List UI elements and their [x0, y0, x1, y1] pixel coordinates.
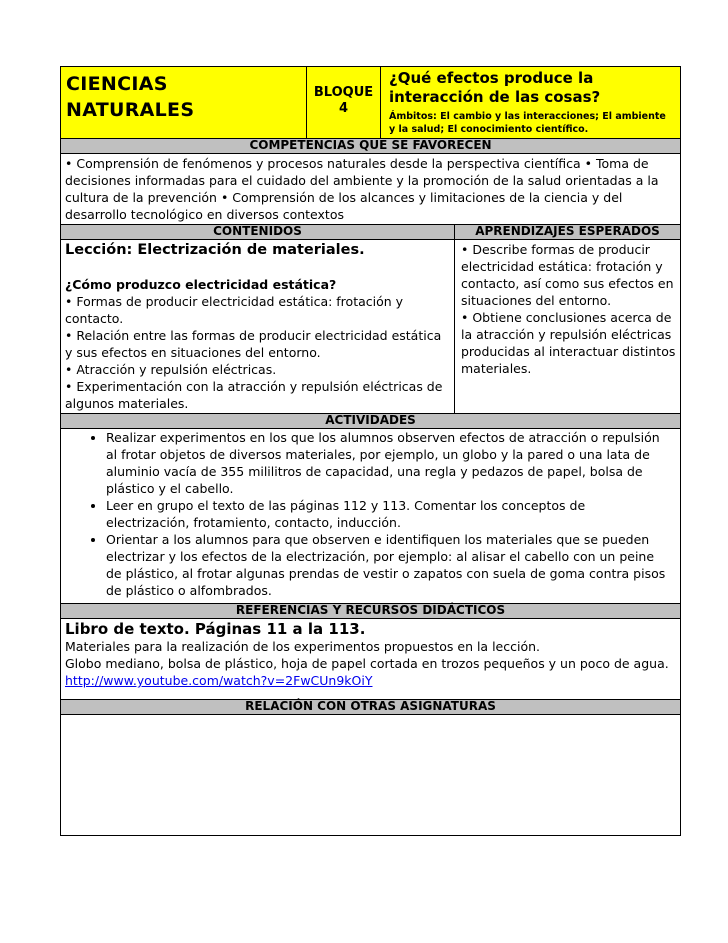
header-row — [61, 67, 681, 139]
subject-line-2: NATURALES — [66, 99, 195, 121]
bloque-cell — [307, 67, 381, 139]
contenidos-item: • Relación entre las formas de producir electricidad estática y sus efectos en situaciones del entorno. — [65, 328, 442, 360]
bloque-label: BLOQUE — [313, 85, 374, 100]
referencias-row — [61, 619, 681, 700]
competencias-text: • Comprensión de fenómenos y procesos naturales desde la perspectiva científica • Toma de decisiones informadas para el cuidado del ambiente y la promoción de la salud orientadas a la cultura de la prevención • Comprensión de los alcances y limitaciones de la ciencia y del desarrollo tecnológico en diversos contextos — [61, 154, 681, 225]
actividades-row — [61, 429, 681, 604]
actividad-item: • Realizar experimentos en los que los alumnos observen efectos de atracción o repulsión al frotar objetos de diversos materiales, por ejemplo, un globo y la pared o una lata de aluminio vacía de 355 mililitros de capacidad, una regla y pedazos de papel, bolsa de plástico y el cabello. — [106, 429, 680, 497]
header-question: ¿Qué efectos produce la interacción de las cosas? — [389, 69, 601, 106]
bloque-number: 4 — [338, 101, 349, 116]
referencias-cell — [61, 619, 681, 700]
actividad-item: • Leer en grupo el texto de las páginas 112 y 113. Comentar los conceptos de electrización, frotamiento, contacto, inducción. — [106, 497, 680, 531]
aprendizajes-heading: APRENDIZAJES ESPERADOS — [455, 225, 681, 240]
competencias-heading: COMPETENCIAS QUE SE FAVORECEN — [61, 139, 681, 154]
actividades-heading: ACTIVIDADES — [61, 414, 681, 429]
actividades-cell — [61, 429, 681, 604]
referencias-heading-row — [61, 604, 681, 619]
subject-title — [61, 67, 307, 139]
ambitos-text: Ámbitos: El cambio y las interacciones; El ambiente y la salud; El conocimiento científico. — [389, 111, 666, 135]
lesson-plan-table — [60, 66, 681, 836]
relacion-row — [61, 715, 681, 836]
actividad-item: • Orientar a los alumnos para que observen e identifiquen los materiales que se pueden electrizar y los efectos de la electrización, por ejemplo: al alisar el cabello con un peine de plástico, al frotar algunas prendas de vestir o zapatos con suela de goma contra pisos de plástico o alfombrados. — [106, 531, 680, 599]
aprendizajes-cell — [455, 240, 681, 414]
lesson-title: Lección: Electrización de materiales. — [65, 242, 365, 258]
subject-line-1: CIENCIAS — [66, 73, 168, 95]
competencias-row — [61, 154, 681, 225]
contenidos-question: ¿Cómo produzco electricidad estática? — [65, 277, 337, 292]
referencias-line: Materiales para la realización de los experimentos propuestos en la lección. — [65, 639, 540, 654]
contenidos-item: • Experimentación con la atracción y repulsión eléctricas de algunos materiales. — [65, 379, 443, 411]
lesson-plan-sheet — [60, 66, 680, 836]
contenidos-heading-row — [61, 225, 681, 240]
actividades-list — [61, 429, 680, 603]
actividades-heading-row — [61, 414, 681, 429]
youtube-link[interactable]: http://www.youtube.com/watch?v=2FwCUn9kOiY — [65, 673, 373, 688]
referencias-line: Globo mediano, bolsa de plástico, hoja de papel cortada en trozos pequeños y un poco de agua. — [65, 656, 669, 671]
contenidos-row — [61, 240, 681, 414]
relacion-heading-row — [61, 700, 681, 715]
competencias-heading-row — [61, 139, 681, 154]
relacion-cell — [61, 715, 681, 836]
contenidos-heading: CONTENIDOS — [61, 225, 455, 240]
aprendizajes-item: • Obtiene conclusiones acerca de la atracción y repulsión eléctricas producidas al interactuar distintos materiales. — [461, 310, 676, 376]
header-question-cell — [381, 67, 681, 139]
relacion-heading: RELACIÓN CON OTRAS ASIGNATURAS — [61, 700, 681, 715]
referencias-heading: REFERENCIAS Y RECURSOS DIDÁCTICOS — [61, 604, 681, 619]
referencias-title: Libro de texto. Páginas 11 a la 113. — [65, 620, 366, 638]
contenidos-cell — [61, 240, 455, 414]
contenidos-item: • Atracción y repulsión eléctricas. — [65, 362, 277, 377]
contenidos-item: • Formas de producir electricidad estática: frotación y contacto. — [65, 294, 404, 326]
aprendizajes-item: • Describe formas de producir electricidad estática: frotación y contacto, así como sus efectos en situaciones del entorno. — [461, 242, 674, 308]
